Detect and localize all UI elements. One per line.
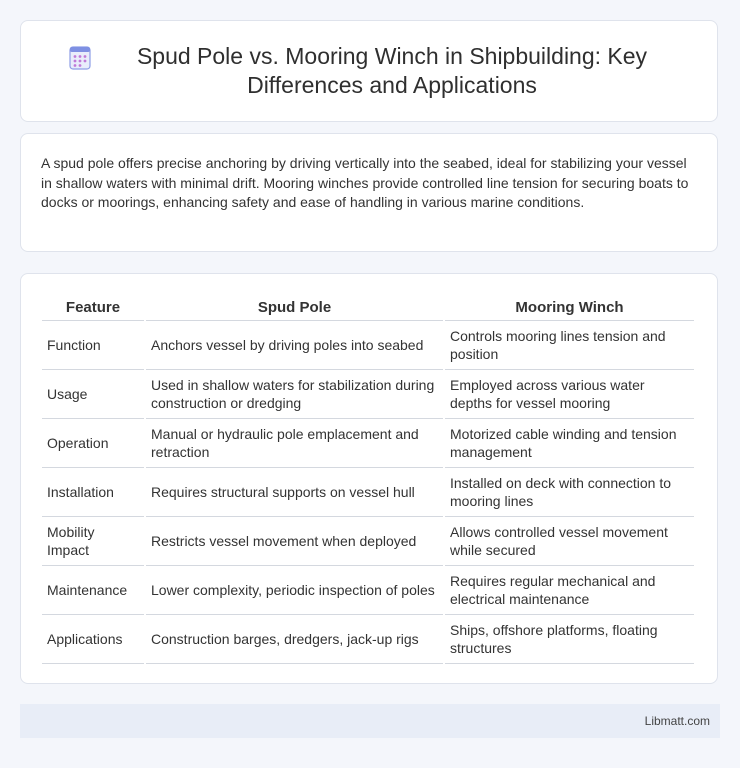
spud-pole-cell: Restricts vessel movement when deployed: [146, 517, 443, 566]
table-row: [42, 615, 694, 664]
comparison-table: [40, 292, 696, 664]
table-row: [42, 370, 694, 419]
spud-pole-cell: Anchors vessel by driving poles into seabed: [146, 321, 443, 370]
mooring-winch-cell: Employed across various water depths for vessel mooring: [445, 370, 694, 419]
mooring-winch-cell: Motorized cable winding and tension management: [445, 419, 694, 468]
feature-cell: Installation: [42, 468, 144, 517]
spud-pole-cell: Manual or hydraulic pole emplacement and retraction: [146, 419, 443, 468]
mooring-winch-cell: Ships, offshore platforms, floating structures: [445, 615, 694, 664]
mooring-winch-cell: Allows controlled vessel movement while secured: [445, 517, 694, 566]
header-mooring-winch: Mooring Winch: [445, 292, 694, 321]
spud-pole-cell: Requires structural supports on vessel hull: [146, 468, 443, 517]
table-row: [42, 517, 694, 566]
table-header-row: [42, 292, 694, 321]
mooring-winch-cell: Installed on deck with connection to mooring lines: [445, 468, 694, 517]
header-feature: Feature: [42, 292, 144, 321]
intro-card: [20, 133, 718, 252]
title-card: [20, 20, 718, 122]
intro-paragraph: A spud pole offers precise anchoring by driving vertically into the seabed, ideal for stabilizing your vessel in shallow waters with minimal drift. Mooring winches provide controlled line tension for securing boats to docks or moorings, enhancing safety and ease of handling in various marine conditions.: [41, 155, 689, 210]
table-row: [42, 468, 694, 517]
table-row: [42, 566, 694, 615]
title-wrap: [69, 42, 669, 100]
mooring-winch-cell: Controls mooring lines tension and position: [445, 321, 694, 370]
spud-pole-cell: Construction barges, dredgers, jack-up rigs: [146, 615, 443, 664]
feature-cell: Mobility Impact: [42, 517, 144, 566]
footer: [20, 704, 720, 738]
feature-cell: Usage: [42, 370, 144, 419]
feature-cell: Operation: [42, 419, 144, 468]
footer-brand-link[interactable]: Libmatt.com: [644, 714, 710, 728]
comparison-card: [20, 273, 718, 684]
header-spud-pole: Spud Pole: [146, 292, 443, 321]
feature-cell: Applications: [42, 615, 144, 664]
document-list-icon: [69, 46, 91, 70]
spud-pole-cell: Lower complexity, periodic inspection of poles: [146, 566, 443, 615]
feature-cell: Function: [42, 321, 144, 370]
feature-cell: Maintenance: [42, 566, 144, 615]
table-row: [42, 419, 694, 468]
table-row: [42, 321, 694, 370]
spud-pole-cell: Used in shallow waters for stabilization during construction or dredging: [146, 370, 443, 419]
page-title: Spud Pole vs. Mooring Winch in Shipbuilding: Key Differences and Applications: [136, 43, 648, 98]
mooring-winch-cell: Requires regular mechanical and electrical maintenance: [445, 566, 694, 615]
